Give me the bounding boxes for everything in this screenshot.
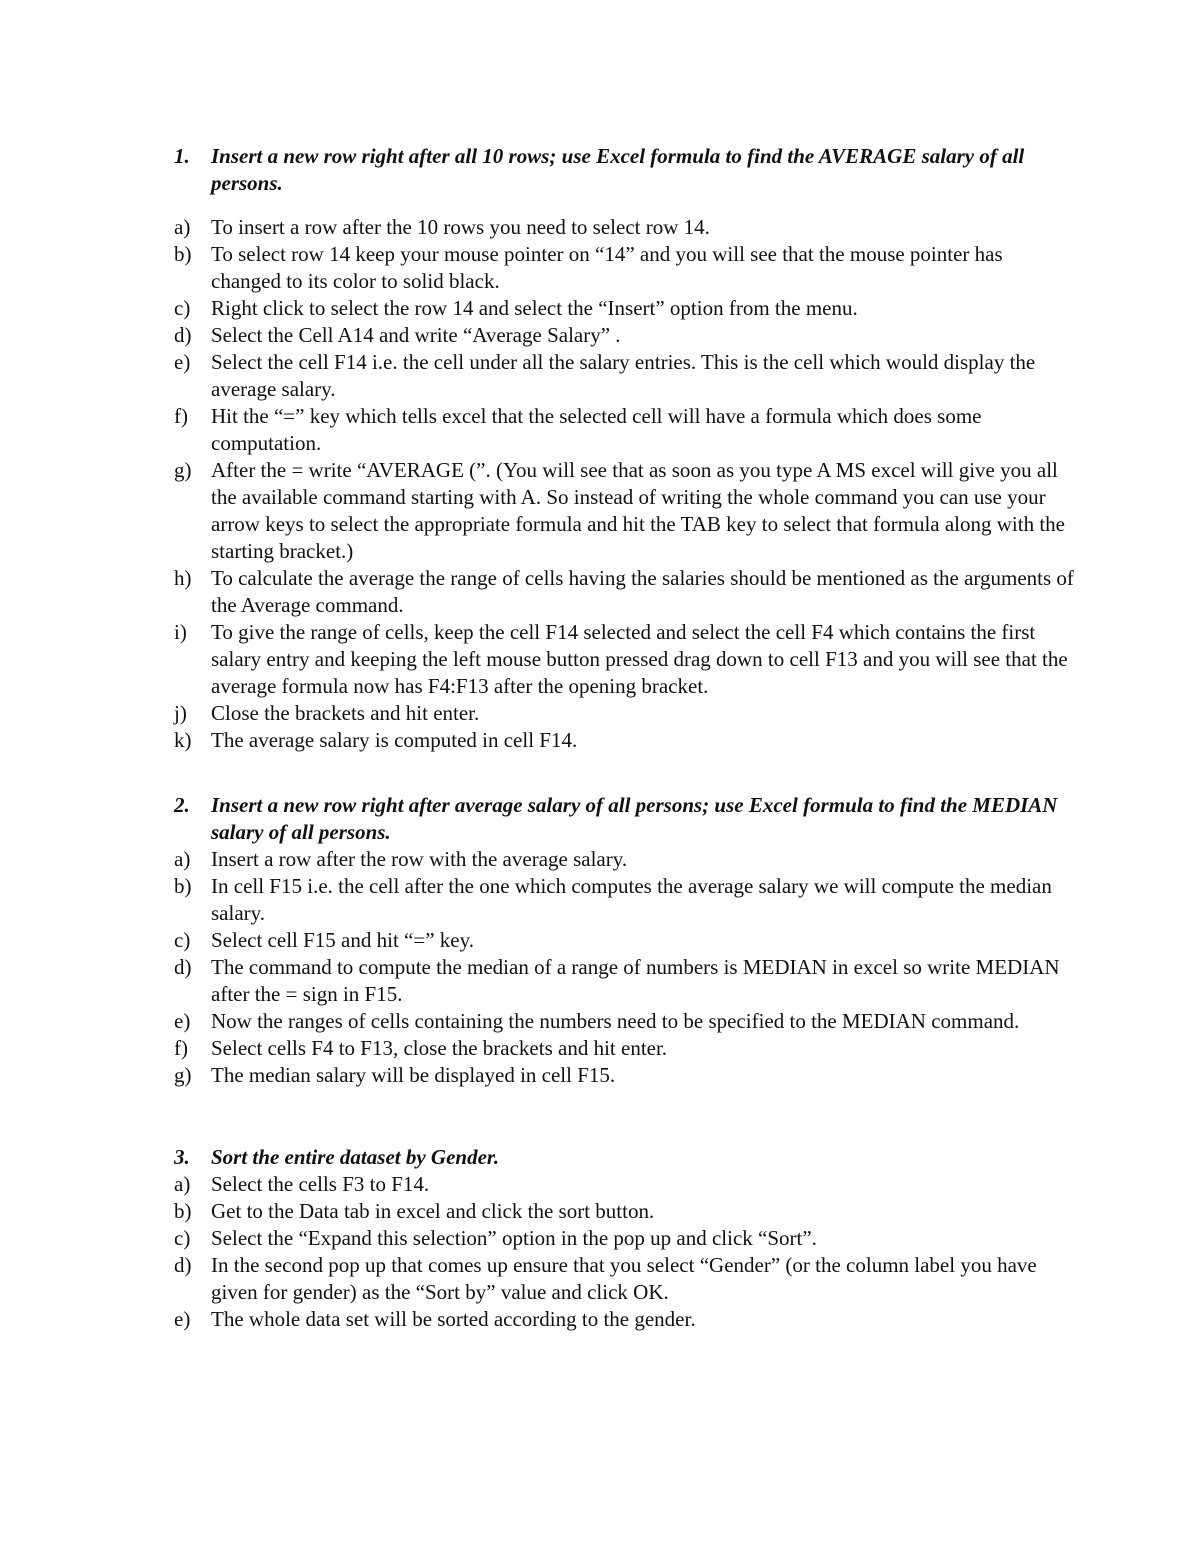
step-label: b) [174,1199,192,1223]
step-label: b) [174,242,192,266]
step-item [174,954,1074,1008]
step-text: Select the cell F14 i.e. the cell under all the salary entries. This is the cell which would display the average salary. [211,350,1036,401]
step-item [174,457,1074,565]
step-item [174,1198,1074,1225]
step-text: Hit the “=” key which tells excel that the selected cell will have a formula which does some computation. [211,404,982,455]
step-text: Select cell F15 and hit “=” key. [211,928,474,952]
step-item [174,1252,1074,1306]
step-label: e) [174,350,191,374]
step-text: Insert a row after the row with the average salary. [211,847,628,871]
step-text: Now the ranges of cells containing the numbers need to be specified to the MEDIAN command. [211,1009,1020,1033]
step-label: g) [174,458,192,482]
step-text: Close the brackets and hit enter. [211,701,480,725]
step-item [174,1008,1074,1035]
step-label: k) [174,728,192,752]
step-item [174,700,1074,727]
step-label: c) [174,1226,191,1250]
step-label: e) [174,1307,191,1331]
step-text: Select cells F4 to F13, close the brackets and hit enter. [211,1036,668,1060]
step-label: a) [174,1172,191,1196]
step-item [174,322,1074,349]
step-list [174,846,1074,1089]
step-item [174,846,1074,873]
step-text: Select the “Expand this selection” option in the pop up and click “Sort”. [211,1226,817,1250]
step-item [174,295,1074,322]
section-heading [174,792,1074,846]
section-number: 3. [174,1145,190,1169]
step-label: c) [174,296,191,320]
step-label: f) [174,1036,188,1060]
step-text: Select the cells F3 to F14. [211,1172,430,1196]
step-label: c) [174,928,191,952]
section-title: Insert a new row right after all 10 rows; use Excel formula to find the AVERAGE salary of all persons. [211,144,1025,195]
step-text: The median salary will be displayed in cell F15. [211,1063,616,1087]
step-text: After the = write “AVERAGE (”. (You will see that as soon as you type A MS excel will give you all the available command starting with A. So instead of writing the whole command you can use your arrow keys to select the appropriate formula and hit the TAB key to select that formula along with the starting bracket.) [211,458,1066,563]
step-list [174,214,1074,754]
step-label: i) [174,620,187,644]
step-text: In cell F15 i.e. the cell after the one which computes the average salary we will compute the median salary. [211,874,1052,925]
section-3 [174,1144,1074,1333]
step-item [174,1062,1074,1089]
step-text: Select the Cell A14 and write “Average Salary” . [211,323,621,347]
step-label: g) [174,1063,192,1087]
section-heading [174,143,1074,197]
section-title: Sort the entire dataset by Gender. [211,1145,500,1169]
step-label: e) [174,1009,191,1033]
step-label: d) [174,1253,192,1277]
section-title: Insert a new row right after average salary of all persons; use Excel formula to find the MEDIAN salary of all persons. [211,793,1058,844]
step-text: To insert a row after the 10 rows you need to select row 14. [211,215,710,239]
step-label: a) [174,847,191,871]
step-item [174,403,1074,457]
section-number: 2. [174,793,190,817]
step-item [174,1225,1074,1252]
step-text: The command to compute the median of a range of numbers is MEDIAN in excel so write MEDIAN after the = sign in F15. [211,955,1060,1006]
step-text: Get to the Data tab in excel and click the sort button. [211,1199,655,1223]
step-label: j) [174,701,187,725]
step-label: d) [174,323,192,347]
step-label: b) [174,874,192,898]
section-2 [174,792,1074,1089]
step-item [174,873,1074,927]
step-label: d) [174,955,192,979]
step-item [174,214,1074,241]
step-item [174,1306,1074,1333]
step-item [174,1171,1074,1198]
step-item [174,349,1074,403]
step-item [174,619,1074,700]
step-item [174,1035,1074,1062]
step-text: Right click to select the row 14 and select the “Insert” option from the menu. [211,296,858,320]
step-text: The whole data set will be sorted according to the gender. [211,1307,696,1331]
step-text: To select row 14 keep your mouse pointer on “14” and you will see that the mouse pointer has changed to its color to solid black. [211,242,1003,293]
step-item [174,241,1074,295]
step-item [174,565,1074,619]
section-number: 1. [174,144,190,168]
step-text: To calculate the average the range of cells having the salaries should be mentioned as the arguments of the Average command. [211,566,1074,617]
step-text: In the second pop up that comes up ensure that you select “Gender” (or the column label you have given for gender) as the “Sort by” value and click OK. [211,1253,1037,1304]
step-item [174,727,1074,754]
step-label: h) [174,566,192,590]
section-heading [174,1144,1074,1171]
section-1 [174,143,1074,754]
step-text: The average salary is computed in cell F14. [211,728,578,752]
step-list [174,1171,1074,1333]
step-label: f) [174,404,188,428]
step-text: To give the range of cells, keep the cell F14 selected and select the cell F4 which contains the first salary entry and keeping the left mouse button pressed drag down to cell F13 and you will see that the average formula now has F4:F13 after the opening bracket. [211,620,1068,698]
step-label: a) [174,215,191,239]
step-item [174,927,1074,954]
